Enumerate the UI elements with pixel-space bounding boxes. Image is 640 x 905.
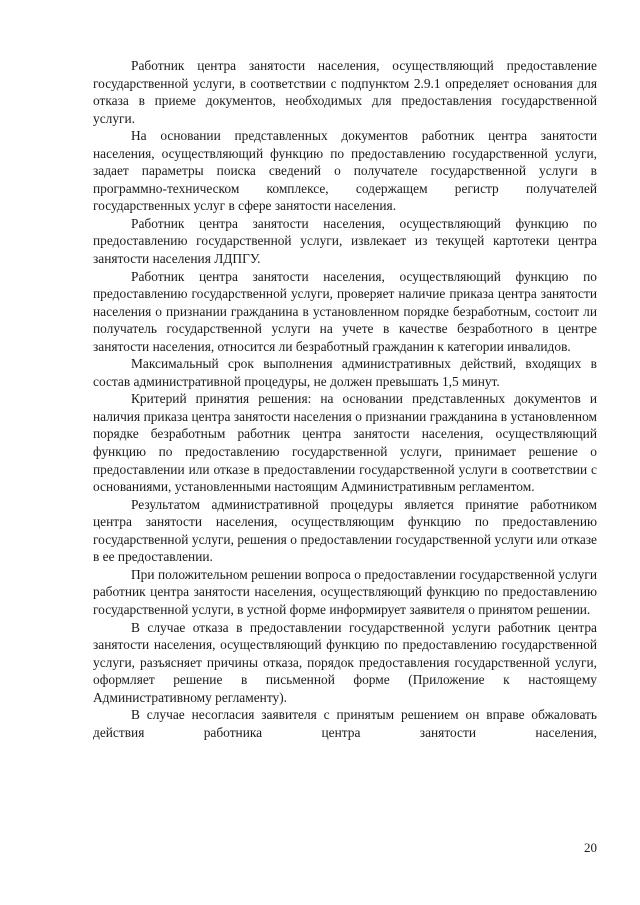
paragraph: Результатом административной процедуры является принятие работником центра занятости населения, осуществляющим функцию по предоставлению государственной услуги, решения о предоставлении государственной услуги или отказе в ее предоставлении.	[93, 496, 597, 565]
paragraph: На основании представленных документов работник центра занятости населения, осуществляющий функцию по предоставлению государственной услуги, задает параметры поиска сведений о получателе государственной услуги в программно-техническом комплексе, содержащем регистр получателей государственных услуг в сфере занятости населения.	[93, 128, 597, 214]
paragraph: При положительном решении вопроса о предоставлении государственной услуги работник центра занятости населения, осуществляющий функцию по предоставлению государственной услуги, в устной форме информирует заявителя о принятом решении.	[93, 566, 597, 617]
page-number: 20	[584, 840, 597, 855]
paragraph: Работник центра занятости населения, осуществляющий предоставление государственной услуги, в соответствии с подпунктом 2.9.1 определяет основания для отказа в приеме документов, необходимых для предоставления государственной услуги.	[93, 58, 597, 126]
paragraph: Максимальный срок выполнения административных действий, входящих в состав административной процедуры, не должен превышать 1,5 минут.	[93, 356, 597, 389]
paragraph: Работник центра занятости населения, осуществляющий функцию по предоставлению государственной услуги, извлекает из текущей картотеки центра занятости населения ЛДПГУ.	[93, 215, 597, 267]
paragraph: Работник центра занятости населения, осуществляющий функцию по предоставлению государственной услуги, проверяет наличие приказа центра занятости населения о признании гражданина в установленном порядке безработным, состоит ли получатель государственной услуги на учете в качестве безработного в центре занятости населения, относится ли безработный гражданин к категории инвалидов.	[93, 268, 597, 354]
paragraph: В случае отказа в предоставлении государственной услуги работник центра занятости населения, осуществляющий функцию по предоставлению государственной услуги, разъясняет причины отказа, порядок предоставления государственной услуги, оформляет решение в письменной форме (Приложение к настоящему Административному регламенту).	[93, 619, 597, 705]
document-body	[93, 57, 597, 741]
paragraph: Критерий принятия решения: на основании представленных документов и наличия приказа центра занятости населения о признании гражданина в установленном порядке безработным работник центра занятости населения, осуществляющий функцию по предоставлению государственной услуги, принимает решение о предоставлении или отказе в предоставлении государственной услуги в соответствии с основаниями, установленными настоящим Административным регламентом.	[93, 391, 597, 495]
paragraph-last-partial: В случае несогласия заявителя с принятым решением он вправе обжаловать действия работника центра занятости населения,	[93, 707, 597, 740]
